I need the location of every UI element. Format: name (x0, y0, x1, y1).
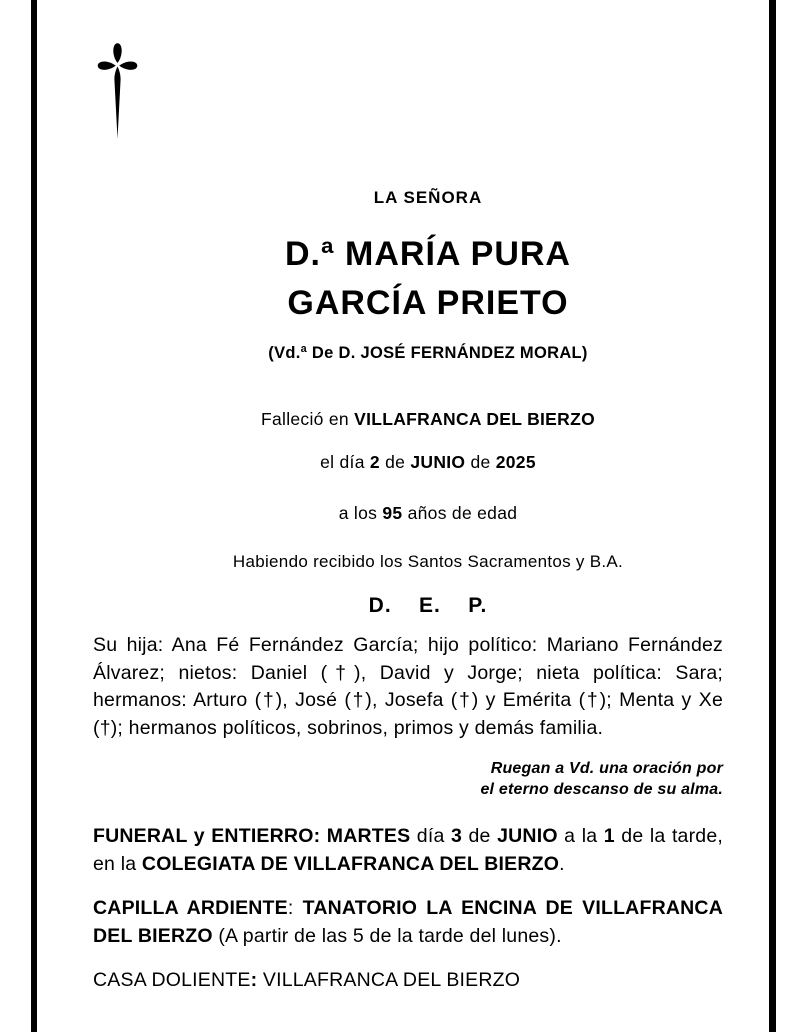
dep-abbreviation: D. E. P. (368, 594, 488, 617)
prayer-line1: Ruegan a Vd. una oración por (490, 760, 723, 777)
date-text: de (465, 452, 496, 472)
funeral-paragraph (93, 822, 723, 878)
chapel-location: TANATORIO LA ENCINA DE VILLAFRANCA DEL BIERZO (93, 897, 723, 947)
date-text: de (379, 452, 411, 472)
funeral-text: de la tarde, en la (93, 825, 724, 875)
funeral-hour: 1 (603, 825, 615, 847)
funeral-text: . (559, 853, 565, 875)
home-colon: : (250, 969, 258, 991)
funeral-text: a la (557, 825, 604, 847)
mourning-home-paragraph (93, 966, 723, 994)
chapel-paragraph (93, 894, 723, 950)
deceased-name (93, 230, 723, 328)
home-heading: CASA DOLIENTE (93, 969, 251, 991)
date-day: 2 (369, 452, 380, 472)
chapel-heading: CAPILLA ARDIENTE (93, 897, 288, 919)
age-text: años de edad (402, 503, 518, 523)
home-location: VILLAFRANCA DEL BIERZO (257, 969, 521, 991)
chapel-text: : (287, 897, 303, 919)
date-text: el día (320, 452, 370, 472)
notice-content (93, 0, 723, 994)
funeral-text: día (410, 825, 451, 847)
death-date-line (93, 452, 723, 473)
prayer-request (93, 758, 723, 800)
death-place-prefix: Falleció en (261, 409, 355, 429)
age-text: a los (338, 503, 383, 523)
sacraments-line: Habiendo recibido los Santos Sacramentos y B.A. (232, 552, 624, 571)
death-place: VILLAFRANCA DEL BIERZO (354, 409, 595, 429)
deceased-name-line1: D.ª MARÍA PURA (285, 235, 571, 273)
right-border-rule (769, 0, 776, 1032)
family-paragraph: Su hija: Ana Fé Fernández García; hijo político: Mariano Fernández Álvarez; nietos: Daniel (†), David y Jorge; nieta política: Sara; hermanos: Arturo (†), José (†), Josefa (†) y Emérita (†); Menta y Xe (†); hermanos políticos, sobrinos, primos y demás familia. (93, 634, 723, 739)
age-value: 95 (382, 503, 403, 523)
date-year: 2025 (495, 452, 536, 472)
age-line (93, 503, 723, 524)
widow-of-line: (Vd.ª De D. JOSÉ FERNÁNDEZ MORAL) (268, 344, 588, 362)
prayer-line2: el eterno descanso de su alma. (480, 781, 723, 798)
funeral-text: de (462, 825, 498, 847)
funeral-heading: FUNERAL y ENTIERRO: MARTES (93, 825, 411, 847)
left-border-rule (31, 0, 37, 1032)
date-month: JUNIO (410, 452, 466, 472)
deceased-name-line2: GARCÍA PRIETO (287, 284, 569, 322)
death-place-line (93, 409, 723, 430)
funeral-church: COLEGIATA DE VILLAFRANCA DEL BIERZO (141, 853, 560, 875)
chapel-note: (A partir de las 5 de la tarde del lunes). (212, 925, 562, 947)
honorific-title: LA SEÑORA (373, 188, 483, 207)
funeral-day: 3 (450, 825, 463, 847)
funeral-month: JUNIO (497, 825, 558, 847)
